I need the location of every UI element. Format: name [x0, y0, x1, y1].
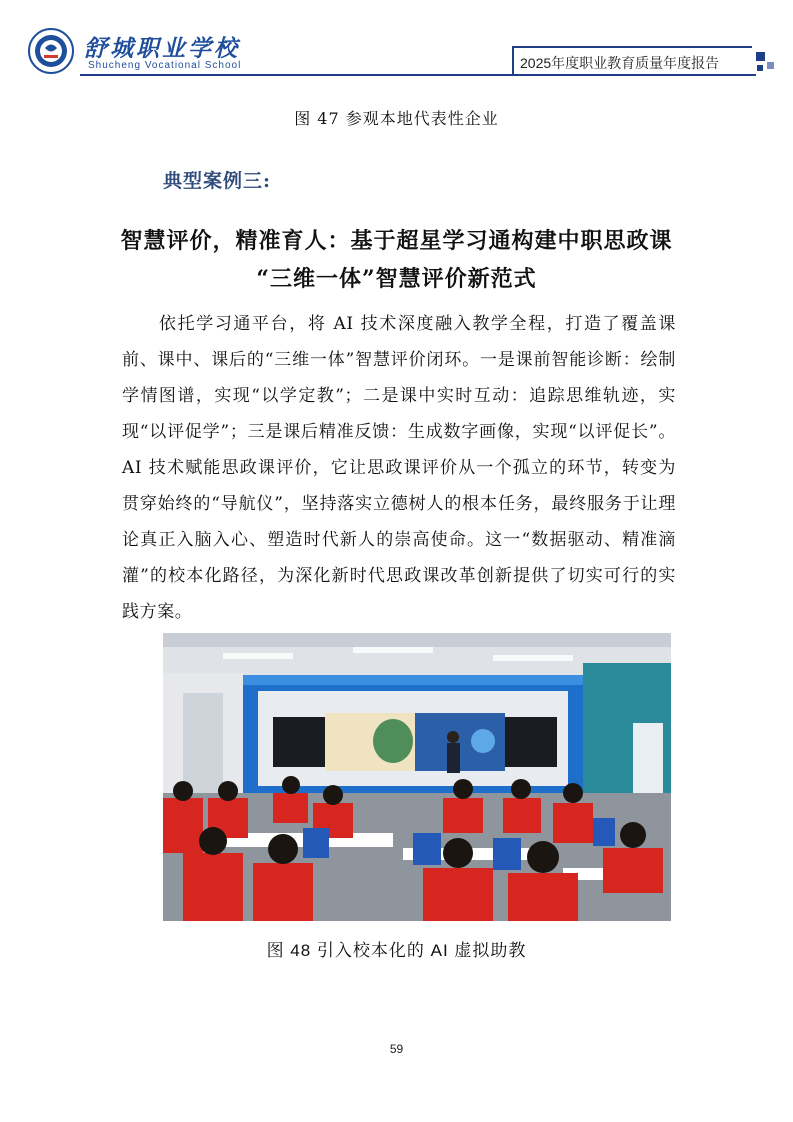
classroom-photo: [163, 633, 671, 921]
case-title-line-2: “三维一体”智慧评价新范式: [256, 266, 537, 292]
decor-square: [757, 65, 763, 71]
case-body-paragraph: [122, 306, 676, 630]
school-emblem-icon: [28, 28, 74, 74]
page-number: 59: [389, 1042, 404, 1056]
report-title: 2025年度职业教育质量年度报告: [520, 55, 720, 71]
page-header: [0, 0, 793, 80]
case-label: 典型案例三:: [163, 170, 272, 192]
case-body-text: 依托学习通平台，将 AI 技术深度融入教学全程，打造了覆盖课前、课中、课后的“三维一体”智慧评价闭环。一是课前智能诊断：绘制学情图谱，实现“以学定教”；二是课中实时互动：追踪思维轨迹，实现“以评促学”；三是课后精准反馈：生成数字画像，实现“以评促长”。AI 技术赋能思政课评价，它让思政课评价从一个孤立的环节，转变为贯穿始终的“导航仪”，坚持落实立德树人的根本任务，最终服务于让理论真正入脑入心、塑造时代新人的崇高使命。这一“数据驱动、精准滴灌”的校本化路径，为深化新时代思政课改革创新提供了切实可行的实践方案。: [122, 314, 676, 622]
header-rule-notch: [512, 46, 514, 76]
decor-square: [767, 62, 774, 69]
figure-48-caption: 图 48 引入校本化的 AI 虚拟助教: [266, 941, 527, 960]
case-title-line-1: 智慧评价，精准育人：基于超星学习通构建中职思政课: [120, 228, 673, 254]
school-name-cn: 舒城职业学校: [84, 35, 240, 62]
header-rule: [80, 74, 756, 76]
school-name-en: Shucheng Vocational School: [88, 60, 242, 71]
decor-square: [756, 52, 765, 61]
header-rule-top: [512, 46, 752, 48]
figure-47-caption: 图 47 参观本地代表性企业: [294, 109, 499, 128]
